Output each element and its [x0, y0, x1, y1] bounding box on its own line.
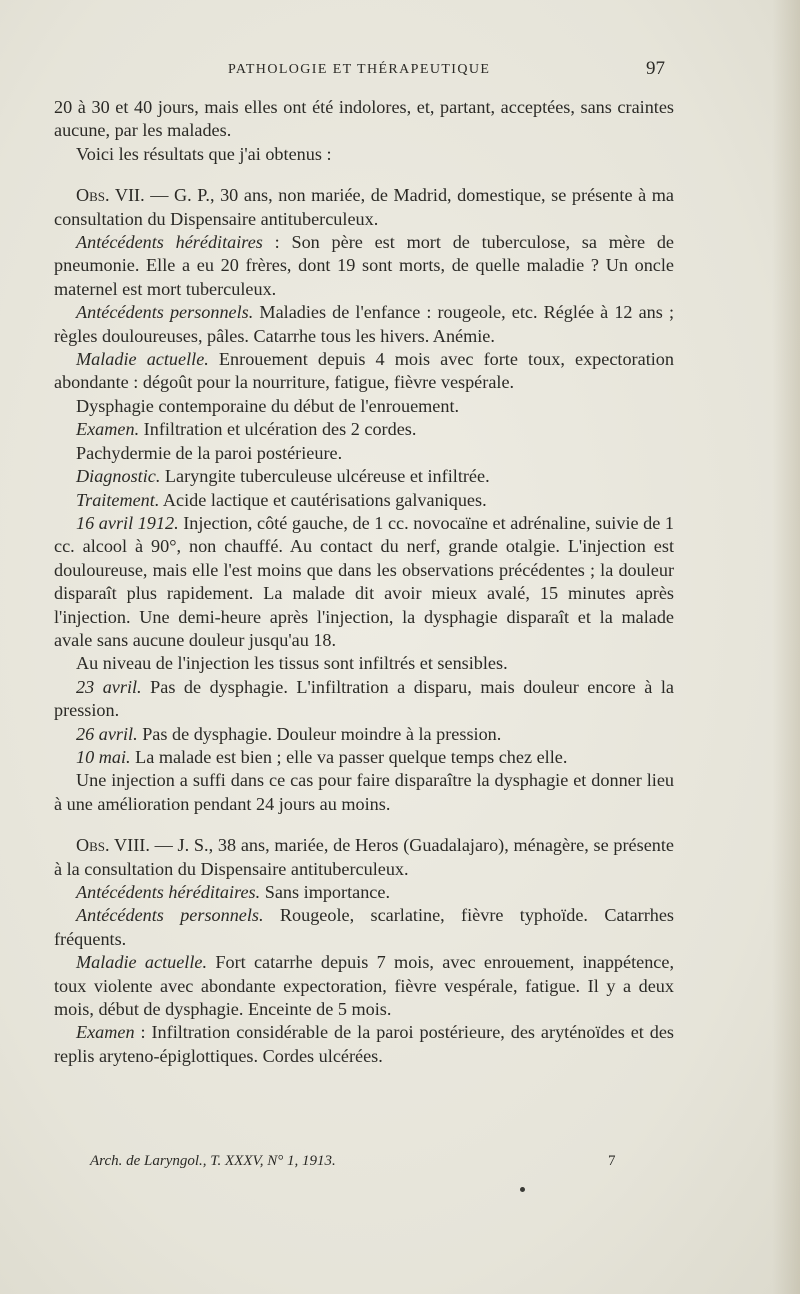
obs8-maladie-text: Fort catarrhe depuis 7 mois, avec enrouement, inappétence, toux violente avec abondante expectoration, fièvre vespérale, fatigue. Il y a deux mois, début de dysphagie. Enceinte de 5 mois. — [54, 952, 674, 1020]
obs8-intro — [54, 834, 674, 881]
obs8-maladie-label: Maladie actuelle. — [76, 952, 208, 973]
obs7-entry-16-avril-text: Injection, côté gauche, de 1 cc. novocaïne et adrénaline, suivie de 1 cc. alcool à 90°, non chauffé. Au contact du nerf, grande otalgie. L'injection est douloureuse, mais elle l'est moins que dans les observations précédentes ; la douleur disparaît plus rapidement. La malade dit avoir mieux avalé, 15 minutes après l'injection. Une demi-heure après l'injection, la dysphagie disparaît et la malade avale sans aucune douleur jusqu'au 18. — [54, 512, 674, 650]
obs7-entry-26-avril — [54, 723, 674, 746]
obs7-examen-label: Examen. — [76, 419, 140, 440]
obs7-antecedents-personnels — [54, 301, 674, 348]
obs8-maladie-actuelle — [54, 951, 674, 1021]
running-head: PATHOLOGIE ET THÉRAPEUTIQUE — [228, 62, 491, 77]
paragraph-intro-results: Voici les résultats que j'ai obtenus : — [76, 143, 332, 164]
section-gap — [54, 166, 674, 184]
obs7-traitement-label: Traitement. — [76, 489, 160, 510]
obs8-examen — [54, 1021, 674, 1068]
obs7-antecedents-hereditaires-label: Antécédents héréditaires — [76, 232, 263, 253]
obs7-examen-text: Infiltration et ulcération des 2 cordes. — [139, 419, 417, 440]
page-number: 97 — [646, 58, 665, 79]
obs8-antecedents-personnels — [54, 904, 674, 951]
obs7-maladie-text: Enrouement depuis 4 mois avec forte toux, expectoration abondante : dégoût pour la nourriture, fatigue, fièvre vespérale. — [54, 349, 674, 393]
obs7-niveau-injection: Au niveau de l'injection les tissus sont infiltrés et sensibles. — [76, 653, 508, 674]
obs8-antecedents-personnels-label: Antécédents personnels. — [76, 905, 264, 926]
obs7-traitement-text: Acide lactique et cautérisations galvaniques. — [159, 489, 487, 510]
obs7-entry-23-avril-text: Pas de dysphagie. L'infiltration a disparu, mais douleur encore à la pression. — [54, 676, 674, 721]
obs7-antecedents-hereditaires-text: : Son père est mort de tuberculose, sa mère de pneumonie. Elle a eu 20 frères, dont 19 sont morts, de quelle maladie ? Un oncle maternel est mort tuberculeux. — [54, 232, 674, 299]
obs7-intro — [54, 184, 674, 231]
obs8-antecedents-hereditaires-label: Antécédents héréditaires. — [76, 882, 261, 902]
page-footer — [90, 1153, 650, 1175]
obs7-entry-26-avril-text: Pas de dysphagie. Douleur moindre à la pression. — [137, 723, 502, 744]
obs7-dysphagie: Dysphagie contemporaine du début de l'enrouement. — [76, 395, 460, 416]
obs7-traitement — [54, 489, 674, 512]
obs8-antecedents-personnels-text: Rougeole, scarlatine, fièvre typhoïde. Catarrhes fréquents. — [54, 905, 675, 949]
obs7-date-26-avril: 26 avril. — [76, 723, 138, 744]
obs7-maladie-label: Maladie actuelle. — [76, 349, 209, 370]
section-gap — [54, 816, 674, 834]
obs7-entry-16-avril — [54, 512, 674, 652]
obs7-antecedents-personnels-label: Antécédents personnels. — [76, 302, 254, 323]
obs8-label: Obs. — [76, 835, 110, 856]
obs7-diagnostic-label: Diagnostic. — [76, 466, 161, 487]
obs7-label: Obs. — [76, 185, 110, 206]
obs7-date-16-avril: 16 avril 1912. — [76, 512, 179, 533]
signature-mark: 7 — [608, 1153, 616, 1169]
obs7-pachydermie: Pachydermie de la paroi postérieure. — [76, 442, 343, 463]
obs7-antecedents-personnels-text: Maladies de l'enfance : rougeole, etc. Réglée à 12 ans ; règles douloureuses, pâles. Catarrhe tous les hivers. Anémie. — [54, 302, 674, 346]
obs7-entry-23-avril — [54, 676, 674, 723]
obs7-antecedents-hereditaires — [54, 231, 674, 301]
page-header — [0, 60, 800, 84]
obs8-antecedents-hereditaires-text: Sans importance. — [260, 882, 390, 902]
footer-citation: Arch. de Laryngol., T. XXXV, N° 1, 1913. — [90, 1153, 336, 1169]
obs8-examen-text: : Infiltration considérable de la paroi postérieure, des aryténoïdes et des replis aryteno-épiglottiques. Cordes ulcérées. — [54, 1022, 674, 1066]
obs7-date-10-mai: 10 mai. — [76, 746, 131, 767]
obs7-examen — [54, 418, 674, 441]
obs8-intro-text: VIII. — J. S., 38 ans, mariée, de Heros (Guadalajaro), ménagère, se présente à la consultation du Dispensaire antituberculeux. — [54, 835, 674, 879]
ink-dot — [520, 1187, 525, 1192]
obs7-date-23-avril: 23 avril. — [76, 676, 142, 697]
obs7-diagnostic — [54, 465, 674, 488]
obs7-entry-10-mai — [54, 746, 674, 769]
obs8-antecedents-hereditaires — [54, 881, 674, 904]
paragraph-continuation: 20 à 30 et 40 jours, mais elles ont été indolores, et, partant, acceptées, sans craintes aucune, par les malades. — [54, 97, 674, 141]
page-edge-shadow — [772, 0, 800, 1294]
body-text — [54, 96, 674, 1068]
obs8-examen-label: Examen — [76, 1022, 135, 1043]
obs7-diagnostic-text: Laryngite tuberculeuse ulcéreuse et infiltrée. — [160, 466, 490, 487]
obs7-conclusion: Une injection a suffi dans ce cas pour faire disparaître la dysphagie et donner lieu à une amélioration pendant 24 jours au moins. — [54, 770, 674, 814]
obs7-maladie-actuelle — [54, 348, 674, 395]
obs7-entry-10-mai-text: La malade est bien ; elle va passer quelque temps chez elle. — [130, 746, 568, 767]
obs7-intro-text: VII. — G. P., 30 ans, non mariée, de Madrid, domestique, se présente à ma consultation du Dispensaire antituberculeux. — [54, 185, 674, 229]
